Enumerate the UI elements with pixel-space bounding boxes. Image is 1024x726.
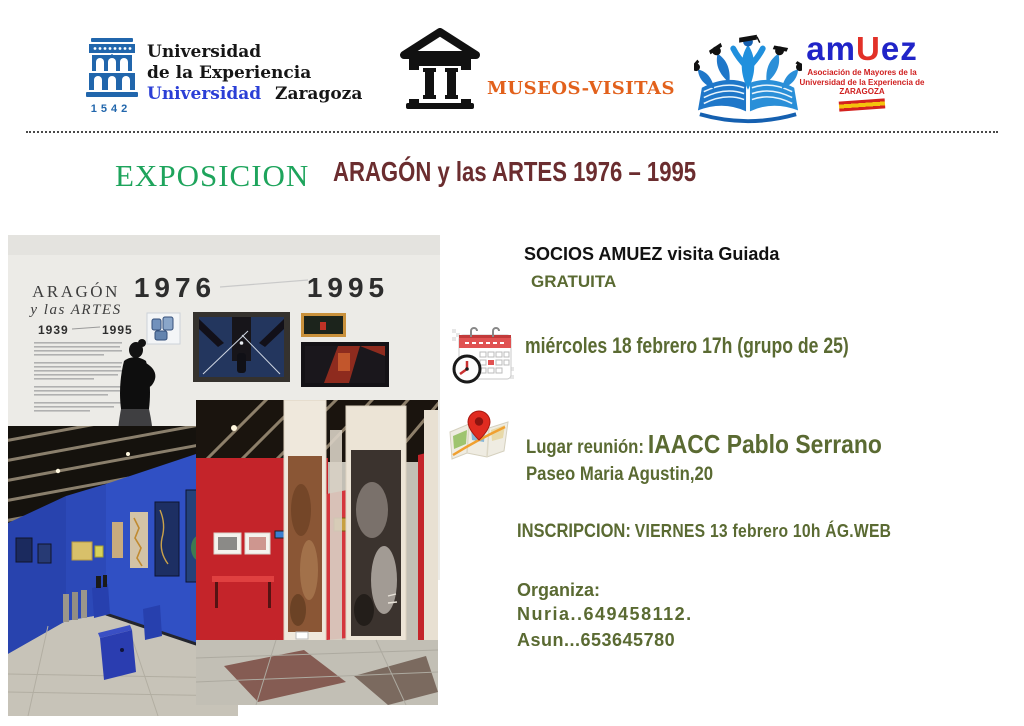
event-datetime: miércoles 18 febrero 17h (grupo de 25) (525, 333, 849, 358)
amuez-subtitle-line1: Asociación de Mayores de la (807, 68, 917, 77)
university-founded-year: 1542 (90, 103, 132, 115)
university-logo-text (147, 42, 362, 105)
inscription-line (517, 521, 891, 543)
wall-artwork-large-blue (193, 312, 290, 382)
museum-building-icon (398, 28, 482, 110)
spain-flag-icon (839, 98, 886, 111)
inscription-label: INSCRIPCION: (517, 521, 631, 542)
banner-dark-print (346, 406, 406, 662)
amuez-wordmark (796, 32, 928, 66)
map-pin-icon (447, 410, 511, 464)
calendar-clock-icon (452, 327, 516, 385)
wall-big-year-left: 1976 (133, 272, 217, 303)
wall-year-end: 1995 (102, 323, 133, 337)
audience-line: SOCIOS AMUEZ visita Guiada (524, 244, 780, 264)
amuez-am: am (806, 30, 856, 67)
amuez-logo-icon (694, 28, 802, 124)
contact-phone-2: Asun...653645780 (517, 630, 676, 650)
university-line3 (147, 84, 362, 105)
amuez-subtitle-line3: ZARAGOZA (839, 87, 885, 96)
place-address: Paseo Maria Agustin,20 (526, 464, 714, 485)
wall-title-line1: ARAGÓN (32, 282, 120, 301)
wall-artwork-red-black (301, 342, 389, 387)
university-line3-blue: Universidad (147, 84, 262, 104)
wall-big-year-right: 1995 (306, 272, 390, 303)
wall-year-start: 1939 (38, 323, 69, 337)
banner-brown-print (284, 400, 326, 666)
amuez-subtitle (796, 68, 928, 97)
meeting-place-line (526, 429, 882, 460)
exhibition-title: ARAGÓN y las ARTES 1976 – 1995 (333, 156, 697, 187)
wall-artwork-small-orange (301, 313, 346, 337)
contact-phone-1: Nuria..649458112. (517, 604, 693, 624)
inscription-value: VIERNES 13 febrero 10h ÁG.WEB (634, 521, 892, 541)
free-label: GRATUITA (531, 272, 617, 291)
organizer-label: Organiza: (517, 580, 601, 600)
amuez-subtitle-line2: Universidad de la Experiencia de (799, 77, 925, 87)
dotted-divider (26, 131, 998, 133)
amuez-ez: ez (880, 30, 918, 67)
museos-visitas-label: MUSEOS-VISITAS (487, 78, 676, 99)
exposicion-label: EXPOSICION (115, 158, 310, 193)
university-line2: de la Experiencia (147, 63, 312, 83)
exhibition-photo-red-room (196, 400, 438, 705)
university-line3-black: Zaragoza (275, 84, 363, 104)
amuez-text-block (796, 32, 928, 110)
place-label: Lugar reunión: (526, 437, 644, 458)
wall-title-line2: y las ARTES (30, 302, 122, 318)
university-building-icon (86, 38, 138, 102)
place-name: IAACC Pablo Serrano (647, 429, 882, 459)
amuez-u: U (856, 30, 881, 67)
university-line1: Universidad (147, 42, 262, 62)
wall-artwork-blue-still-life (147, 313, 180, 344)
